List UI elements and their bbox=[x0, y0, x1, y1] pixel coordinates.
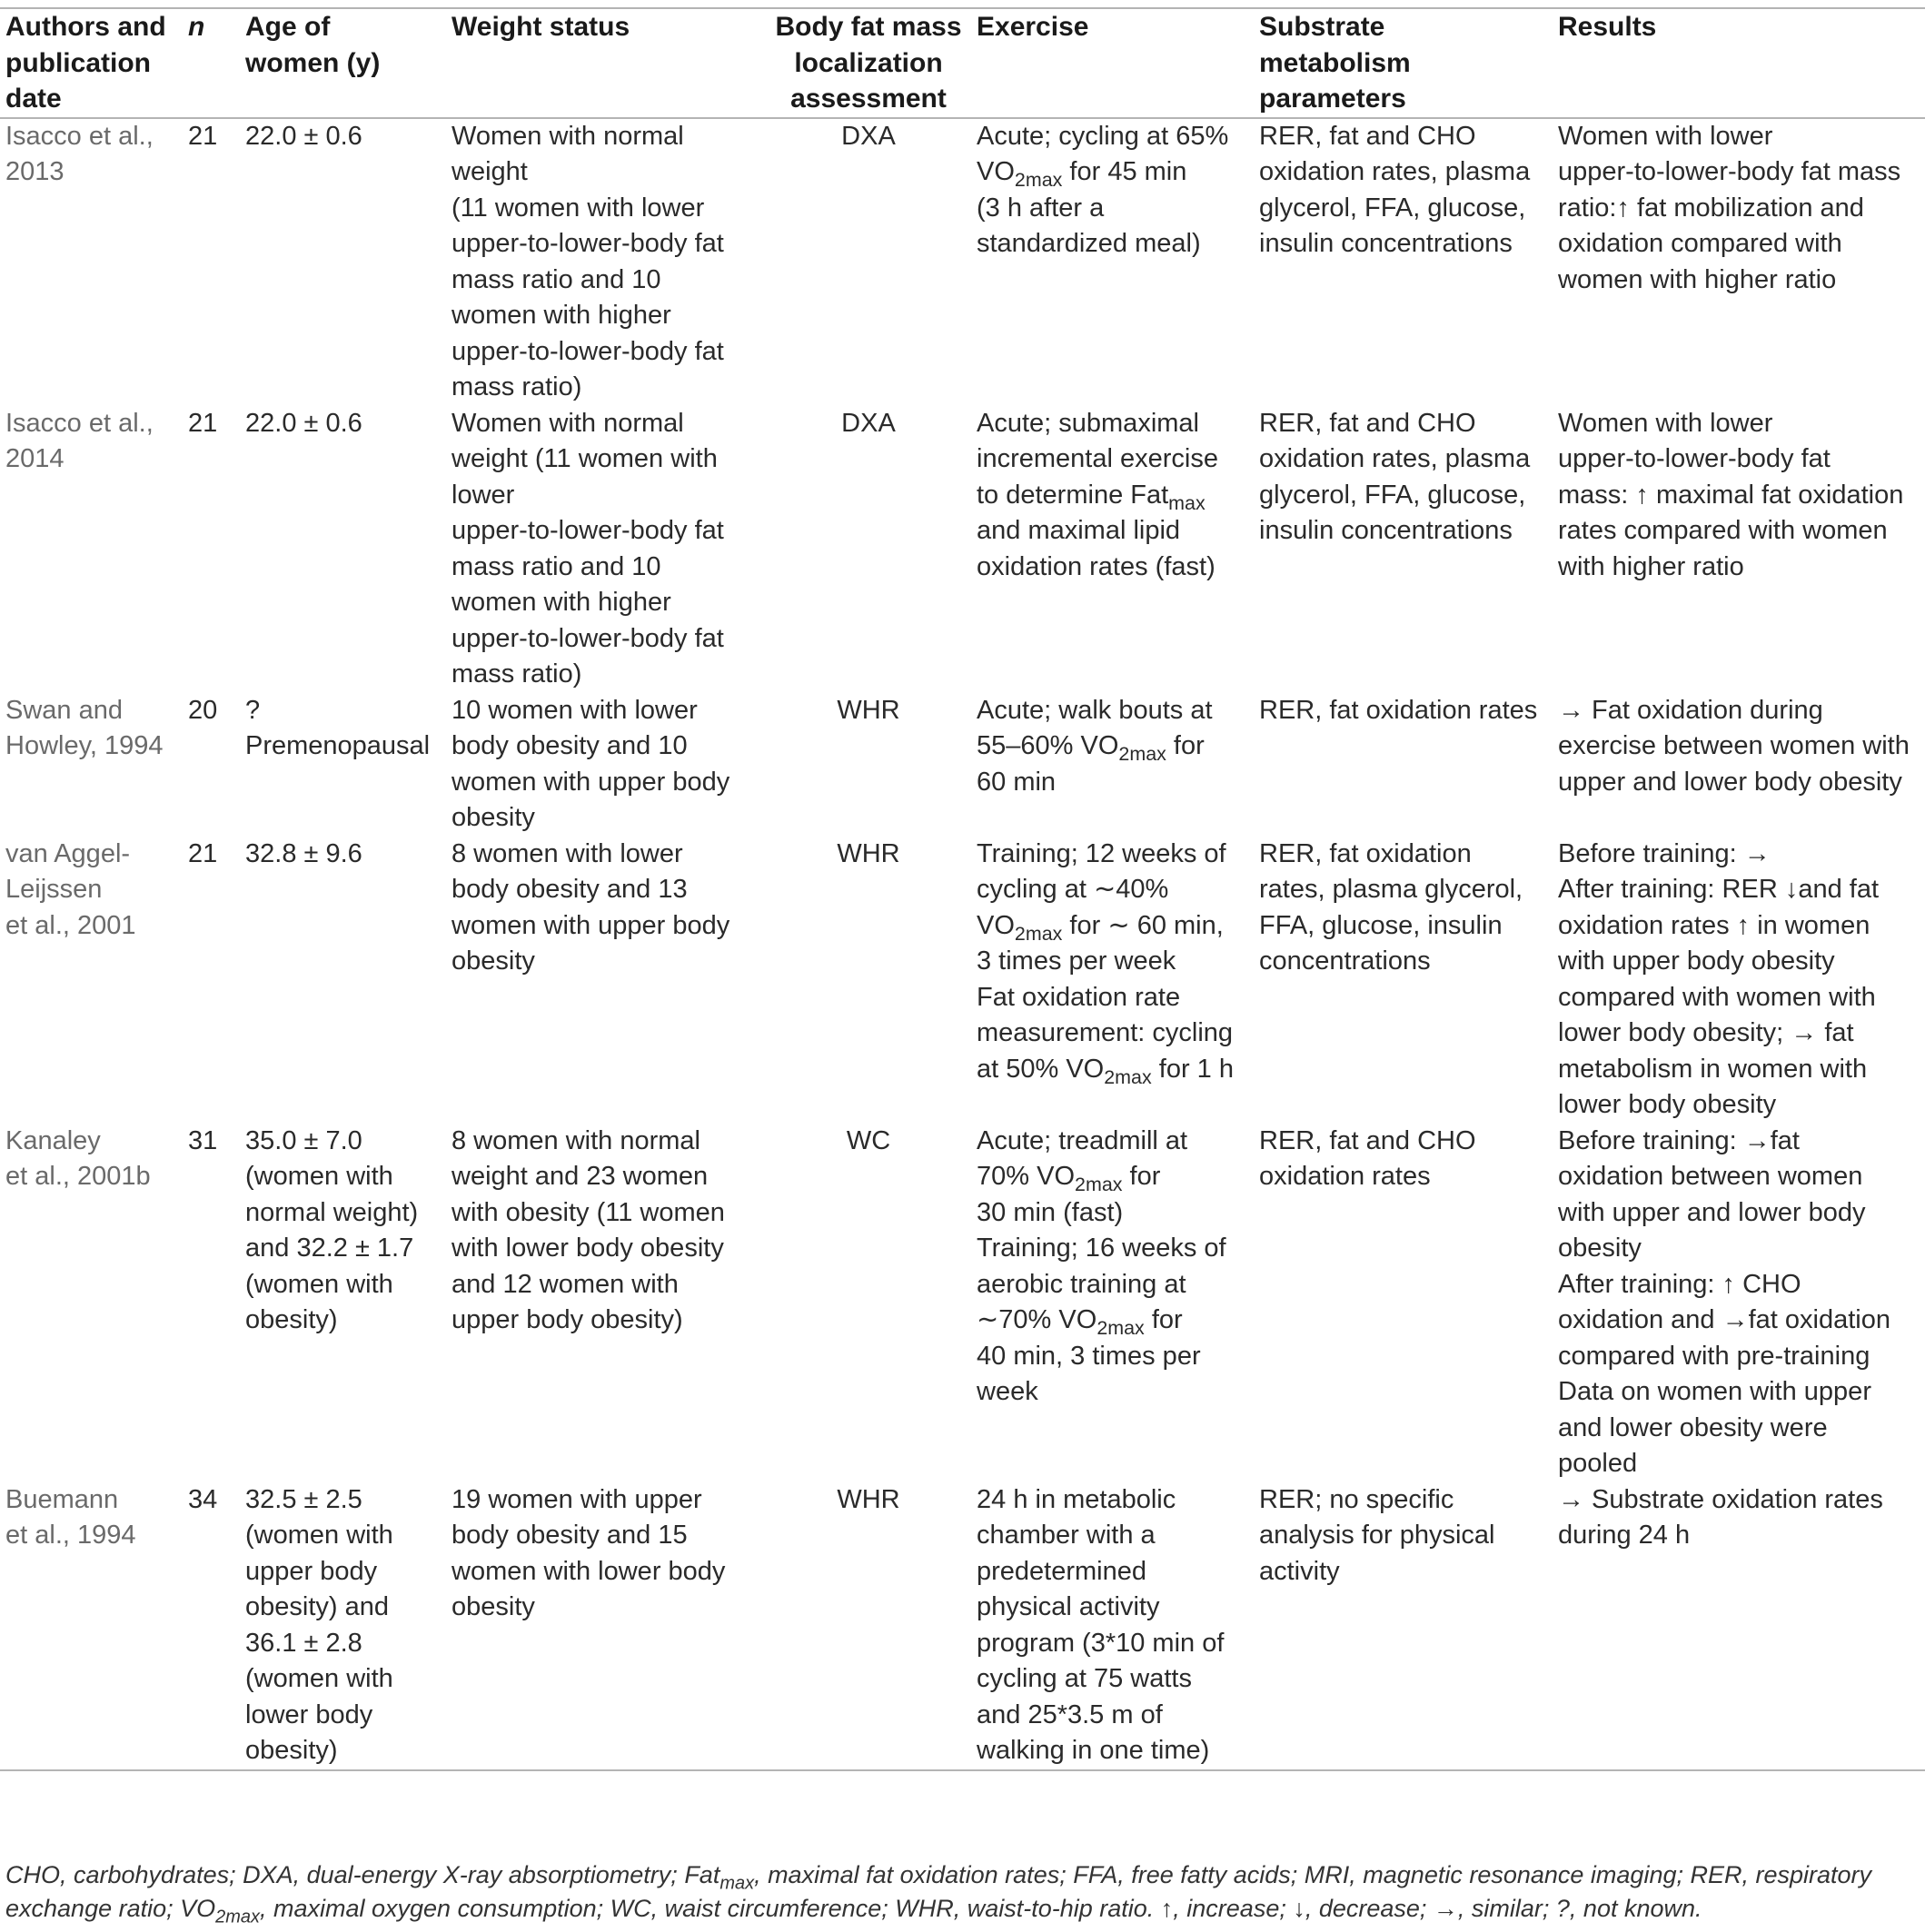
header-line: date bbox=[5, 84, 62, 114]
cell-line: at 50% $VO_{2max}$ for 1 h bbox=[977, 1054, 1234, 1088]
cell-line: obesity bbox=[1558, 1234, 1642, 1263]
cell-line: weight (11 women with bbox=[451, 444, 718, 473]
cell-line: insulin concentrations bbox=[1259, 229, 1513, 258]
cell-line: 22.0 ± 0.6 bbox=[245, 121, 362, 151]
exercise-cell bbox=[977, 837, 1259, 1124]
cell-line: compared with women with bbox=[1558, 982, 1876, 1012]
cell-line: mass ratio and 10 bbox=[451, 264, 661, 294]
results-cell bbox=[1558, 1124, 1925, 1482]
cell-line: Training; 16 weeks of bbox=[977, 1234, 1226, 1263]
cell-line: Swan and bbox=[5, 695, 123, 725]
header-line: Substrate bbox=[1259, 12, 1385, 42]
cell-line: oxidation compared with bbox=[1558, 229, 1842, 258]
cell-line: oxidation rates (fast) bbox=[977, 551, 1216, 581]
header-line: women (y) bbox=[245, 47, 381, 78]
cell-line: 35.0 ± 7.0 bbox=[245, 1125, 362, 1155]
cell-line: 3 times per week bbox=[977, 946, 1176, 976]
cell-line: ? bbox=[245, 695, 261, 725]
n-cell bbox=[188, 693, 245, 837]
cell-line: measurement: cycling bbox=[977, 1018, 1234, 1047]
cell-line: mass ratio and 10 bbox=[451, 551, 661, 581]
cell-line: upper-to-lower-body fat bbox=[1558, 444, 1831, 473]
cell-line: standardized meal) bbox=[977, 229, 1201, 258]
header-substrate bbox=[1259, 8, 1558, 118]
header-exercise bbox=[977, 8, 1259, 118]
cell-line: Acute; walk bouts at bbox=[977, 695, 1213, 725]
cell-line: cycling at ∼40% bbox=[977, 875, 1169, 904]
substrate-cell bbox=[1259, 1482, 1558, 1770]
cell-line: normal weight) bbox=[245, 1197, 419, 1227]
cell-line: (women with bbox=[245, 1521, 393, 1550]
cell-line: et al., 2001 bbox=[5, 910, 136, 940]
cell-line: obesity) bbox=[245, 1736, 338, 1765]
authors-cell bbox=[0, 837, 188, 1124]
table-row bbox=[0, 693, 1925, 837]
age-cell bbox=[245, 837, 451, 1124]
cell-line: upper-to-lower-body fat bbox=[451, 229, 724, 258]
assessment-cell bbox=[760, 1124, 977, 1482]
cell-line: predetermined bbox=[977, 1556, 1146, 1586]
cell-line: aerobic training at bbox=[977, 1269, 1186, 1299]
cell-line: RER, fat oxidation bbox=[1259, 838, 1472, 868]
authors-cell bbox=[0, 693, 188, 837]
cell-line: van Aggel- bbox=[5, 838, 131, 868]
footnote-line: exchange ratio; $VO_{2max}$, maximal oxygen consumption; WC, waist circumference; WHR, waist-to-hip ratio. ↑, increase; ↓, decrease; →, similar; ?, not known. bbox=[5, 1895, 1702, 1927]
footnote-line: CHO, carbohydrates; DXA, dual-energy X-ray absorptiometry; Fat$_{max}$, maximal fat oxidation rates; FFA, free fatty acids; MRI, magnetic resonance imaging; RER, respiratory bbox=[5, 1861, 1872, 1894]
header-line: metabolism bbox=[1259, 47, 1411, 78]
weight-status-cell bbox=[451, 837, 760, 1124]
exercise-cell bbox=[977, 118, 1259, 406]
cell-line: Before training: →fat bbox=[1558, 1125, 1800, 1155]
cell-line: (women with bbox=[245, 1162, 393, 1191]
cell-line: and 12 women with bbox=[451, 1269, 679, 1299]
cell-line: Women with lower bbox=[1558, 121, 1773, 151]
cell-line: et al., 2001b bbox=[5, 1162, 151, 1191]
cell-line: 32.8 ± 9.6 bbox=[245, 838, 362, 868]
table-row bbox=[0, 837, 1925, 1124]
cell-line: Isacco et al., bbox=[5, 121, 154, 151]
exercise-cell bbox=[977, 406, 1259, 693]
cell-line: upper-to-lower-body fat mass bbox=[1558, 157, 1901, 186]
n-cell bbox=[188, 837, 245, 1124]
cell-line: DXA bbox=[841, 121, 896, 151]
results-cell bbox=[1558, 1482, 1925, 1770]
authors-cell bbox=[0, 406, 188, 693]
cell-line: After training: ↑ CHO bbox=[1558, 1269, 1801, 1299]
header-results bbox=[1558, 8, 1925, 118]
age-cell bbox=[245, 118, 451, 406]
cell-line: Isacco et al., bbox=[5, 408, 154, 438]
cell-line: with higher ratio bbox=[1558, 551, 1744, 581]
cell-line: metabolism in women with bbox=[1558, 1054, 1868, 1084]
header-weight-status bbox=[451, 8, 760, 118]
cell-line: lower body obesity; → fat bbox=[1558, 1018, 1854, 1047]
cell-line: Women with lower bbox=[1558, 408, 1773, 438]
cell-line: WHR bbox=[837, 838, 900, 868]
cell-line: RER, fat oxidation rates bbox=[1259, 695, 1538, 725]
cell-line: rates compared with women bbox=[1558, 516, 1888, 545]
authors-cell bbox=[0, 1124, 188, 1482]
substrate-cell bbox=[1259, 406, 1558, 693]
n-cell bbox=[188, 118, 245, 406]
cell-line: 55–60% $VO_{2max}$ for bbox=[977, 731, 1205, 765]
cell-line: 20 bbox=[188, 695, 218, 725]
results-cell bbox=[1558, 118, 1925, 406]
assessment-cell bbox=[760, 118, 977, 406]
cell-line: upper-to-lower-body fat bbox=[451, 623, 724, 653]
cell-line: Data on women with upper bbox=[1558, 1377, 1871, 1406]
substrate-cell bbox=[1259, 837, 1558, 1124]
cell-line: oxidation rates ↑ in women bbox=[1558, 910, 1870, 940]
header-line: Age of bbox=[245, 12, 331, 42]
age-cell bbox=[245, 693, 451, 837]
cell-line: Fat oxidation rate bbox=[977, 982, 1181, 1012]
cell-line: with upper and lower body bbox=[1558, 1197, 1866, 1227]
cell-line: 2013 bbox=[5, 157, 64, 186]
cell-line: glycerol, FFA, glucose, bbox=[1259, 193, 1526, 223]
cell-line: oxidation between women bbox=[1558, 1162, 1863, 1191]
cell-line: Acute; treadmill at bbox=[977, 1125, 1188, 1155]
cell-line: oxidation rates, plasma bbox=[1259, 157, 1531, 186]
authors-cell bbox=[0, 118, 188, 406]
substrate-cell bbox=[1259, 693, 1558, 837]
cell-line: 21 bbox=[188, 408, 218, 438]
cell-line: and 32.2 ± 1.7 bbox=[245, 1234, 414, 1263]
cell-line: with obesity (11 women bbox=[451, 1197, 725, 1227]
cell-line: obesity bbox=[451, 803, 535, 832]
cell-line: obesity bbox=[451, 1592, 535, 1621]
cell-line: chamber with a bbox=[977, 1521, 1156, 1550]
n-cell bbox=[188, 1124, 245, 1482]
cell-line: with lower body obesity bbox=[451, 1234, 724, 1263]
n-cell bbox=[188, 406, 245, 693]
header-line: Results bbox=[1558, 12, 1657, 42]
cell-line: incremental exercise bbox=[977, 444, 1218, 473]
results-cell bbox=[1558, 693, 1925, 837]
header-line: Weight status bbox=[451, 12, 630, 42]
assessment-cell bbox=[760, 837, 977, 1124]
n-cell bbox=[188, 1482, 245, 1770]
cell-line: 34 bbox=[188, 1484, 218, 1514]
cell-line: compared with pre-training bbox=[1558, 1341, 1870, 1371]
cell-line: WC bbox=[846, 1125, 891, 1155]
cell-line: RER, fat and CHO bbox=[1259, 408, 1476, 438]
cell-line: program (3*10 min of bbox=[977, 1628, 1225, 1658]
header-line: parameters bbox=[1259, 84, 1406, 114]
cell-line: weight and 23 women bbox=[451, 1162, 709, 1191]
results-cell bbox=[1558, 837, 1925, 1124]
cell-line: pooled bbox=[1558, 1449, 1638, 1478]
cell-line: Kanaley bbox=[5, 1125, 101, 1155]
substrate-cell bbox=[1259, 1124, 1558, 1482]
age-cell bbox=[245, 406, 451, 693]
cell-line: rates, plasma glycerol, bbox=[1259, 875, 1523, 904]
cell-line: Acute; submaximal bbox=[977, 408, 1199, 438]
cell-line: 2014 bbox=[5, 444, 64, 473]
cell-line: women with lower body bbox=[451, 1556, 726, 1586]
cell-line: 60 min bbox=[977, 767, 1057, 797]
cell-line: mass ratio) bbox=[451, 659, 582, 689]
cell-line: activity bbox=[1259, 1556, 1340, 1586]
cell-line: women with higher bbox=[451, 588, 671, 617]
cell-line: (11 women with lower bbox=[451, 193, 705, 223]
header-line: Authors and bbox=[5, 12, 166, 42]
header-n bbox=[188, 8, 245, 118]
cell-line: analysis for physical bbox=[1259, 1521, 1495, 1550]
cell-line: Premenopausal bbox=[245, 731, 431, 760]
cell-line: Women with normal bbox=[451, 408, 684, 438]
cell-line: ratio:↑ fat mobilization and bbox=[1558, 193, 1864, 223]
table-row bbox=[0, 1482, 1925, 1770]
cell-line: insulin concentrations bbox=[1259, 516, 1513, 545]
header-line: n bbox=[188, 12, 205, 42]
cell-line: (women with bbox=[245, 1664, 393, 1693]
cell-line: 30 min (fast) bbox=[977, 1197, 1124, 1227]
assessment-cell bbox=[760, 1482, 977, 1770]
exercise-cell bbox=[977, 1124, 1259, 1482]
cell-line: women with upper body bbox=[451, 767, 730, 797]
cell-line: Training; 12 weeks of bbox=[977, 838, 1226, 868]
weight-status-cell bbox=[451, 1482, 760, 1770]
cell-line: $VO_{2max}$ for 45 min bbox=[977, 157, 1187, 191]
cell-line: WHR bbox=[837, 695, 900, 725]
header-line: assessment bbox=[790, 84, 947, 114]
cell-line: and 25*3.5 m of bbox=[977, 1699, 1163, 1729]
cell-line: and maximal lipid bbox=[977, 516, 1181, 545]
cell-line: 19 women with upper bbox=[451, 1484, 702, 1514]
cell-line: oxidation and →fat oxidation bbox=[1558, 1305, 1890, 1334]
cell-line: Acute; cycling at 65% bbox=[977, 121, 1229, 151]
header-line: localization bbox=[794, 47, 943, 78]
cell-line: with upper body obesity bbox=[1558, 946, 1835, 976]
cell-line: RER, fat and CHO bbox=[1259, 1125, 1476, 1155]
header-line: Body fat mass bbox=[775, 12, 962, 42]
cell-line: FFA, glucose, insulin bbox=[1259, 910, 1503, 940]
table-row bbox=[0, 1124, 1925, 1482]
cell-line: Before training: → bbox=[1558, 838, 1771, 868]
cell-line: (3 h after a bbox=[977, 193, 1105, 223]
assessment-cell bbox=[760, 406, 977, 693]
cell-line: and lower obesity were bbox=[1558, 1412, 1828, 1442]
cell-line: 8 women with normal bbox=[451, 1125, 700, 1155]
table-footnote bbox=[5, 1858, 1913, 1926]
cell-line: lower body bbox=[245, 1699, 373, 1729]
cell-line: Leijssen bbox=[5, 875, 103, 904]
cell-line: 21 bbox=[188, 838, 218, 868]
cell-line: cycling at 75 watts bbox=[977, 1664, 1192, 1693]
cell-line: 8 women with lower bbox=[451, 838, 683, 868]
cell-line: physical activity bbox=[977, 1592, 1160, 1621]
cell-line: Howley, 1994 bbox=[5, 731, 164, 760]
cell-line: RER; no specific bbox=[1259, 1484, 1454, 1514]
cell-line: ∼70% $VO_{2max}$ for bbox=[977, 1305, 1183, 1339]
header-assessment bbox=[760, 8, 977, 118]
weight-status-cell bbox=[451, 693, 760, 837]
cell-line: to determine Fat$_{max}$ bbox=[977, 480, 1206, 514]
cell-line: 36.1 ± 2.8 bbox=[245, 1628, 362, 1658]
cell-line: oxidation rates bbox=[1259, 1162, 1431, 1191]
weight-status-cell bbox=[451, 1124, 760, 1482]
cell-line: (women with bbox=[245, 1269, 393, 1299]
substrate-cell bbox=[1259, 118, 1558, 406]
cell-line: 70% $VO_{2max}$ for bbox=[977, 1162, 1161, 1195]
cell-line: women with higher bbox=[451, 301, 671, 330]
cell-line: weight bbox=[451, 157, 528, 186]
cell-line: 40 min, 3 times per bbox=[977, 1341, 1201, 1371]
cell-line: upper-to-lower-body fat bbox=[451, 336, 724, 366]
cell-line: obesity) and bbox=[245, 1592, 389, 1621]
study-table bbox=[0, 7, 1925, 1771]
cell-line: body obesity and 10 bbox=[451, 731, 688, 760]
cell-line: $VO_{2max}$ for ∼ 60 min, bbox=[977, 910, 1224, 945]
header-line: publication bbox=[5, 47, 151, 78]
cell-line: 21 bbox=[188, 121, 218, 151]
header-line: Exercise bbox=[977, 12, 1089, 42]
cell-line: 24 h in metabolic bbox=[977, 1484, 1176, 1514]
table-row bbox=[0, 406, 1925, 693]
cell-line: body obesity and 13 bbox=[451, 875, 688, 904]
cell-line: upper and lower body obesity bbox=[1558, 767, 1902, 797]
cell-line: obesity) bbox=[245, 1305, 338, 1334]
cell-line: glycerol, FFA, glucose, bbox=[1259, 480, 1526, 510]
cell-line: walking in one time) bbox=[977, 1736, 1210, 1765]
cell-line: lower bbox=[451, 480, 515, 510]
cell-line: mass: ↑ maximal fat oxidation bbox=[1558, 480, 1904, 510]
cell-line: obesity bbox=[451, 946, 535, 976]
cell-line: body obesity and 15 bbox=[451, 1521, 688, 1550]
header-age bbox=[245, 8, 451, 118]
header-row bbox=[0, 8, 1925, 118]
cell-line: oxidation rates, plasma bbox=[1259, 444, 1531, 473]
table-row bbox=[0, 118, 1925, 406]
exercise-cell bbox=[977, 693, 1259, 837]
authors-cell bbox=[0, 1482, 188, 1770]
cell-line: 32.5 ± 2.5 bbox=[245, 1484, 362, 1514]
table-body bbox=[0, 118, 1925, 1770]
cell-line: DXA bbox=[841, 408, 896, 438]
cell-line: upper body obesity) bbox=[451, 1305, 683, 1334]
weight-status-cell bbox=[451, 118, 760, 406]
assessment-cell bbox=[760, 693, 977, 837]
exercise-cell bbox=[977, 1482, 1259, 1770]
cell-line: WHR bbox=[837, 1484, 900, 1514]
header-authors bbox=[0, 8, 188, 118]
cell-line: RER, fat and CHO bbox=[1259, 121, 1476, 151]
cell-line: upper-to-lower-body fat bbox=[451, 516, 724, 545]
cell-line: 22.0 ± 0.6 bbox=[245, 408, 362, 438]
age-cell bbox=[245, 1482, 451, 1770]
cell-line: exercise between women with bbox=[1558, 731, 1910, 760]
cell-line: during 24 h bbox=[1558, 1521, 1691, 1550]
cell-line: → Fat oxidation during bbox=[1558, 695, 1823, 725]
results-cell bbox=[1558, 406, 1925, 693]
cell-line: women with upper body bbox=[451, 910, 730, 940]
cell-line: week bbox=[977, 1377, 1038, 1406]
cell-line: Women with normal bbox=[451, 121, 684, 151]
cell-line: After training: RER ↓and fat bbox=[1558, 875, 1879, 904]
cell-line: 31 bbox=[188, 1125, 218, 1155]
cell-line: concentrations bbox=[1259, 946, 1431, 976]
cell-line: women with higher ratio bbox=[1558, 264, 1837, 294]
cell-line: mass ratio) bbox=[451, 372, 582, 401]
cell-line: et al., 1994 bbox=[5, 1521, 136, 1550]
cell-line: upper body bbox=[245, 1556, 378, 1586]
cell-line: → Substrate oxidation rates bbox=[1558, 1484, 1883, 1514]
cell-line: 10 women with lower bbox=[451, 695, 698, 725]
weight-status-cell bbox=[451, 406, 760, 693]
cell-line: Buemann bbox=[5, 1484, 119, 1514]
age-cell bbox=[245, 1124, 451, 1482]
cell-line: lower body obesity bbox=[1558, 1090, 1777, 1119]
